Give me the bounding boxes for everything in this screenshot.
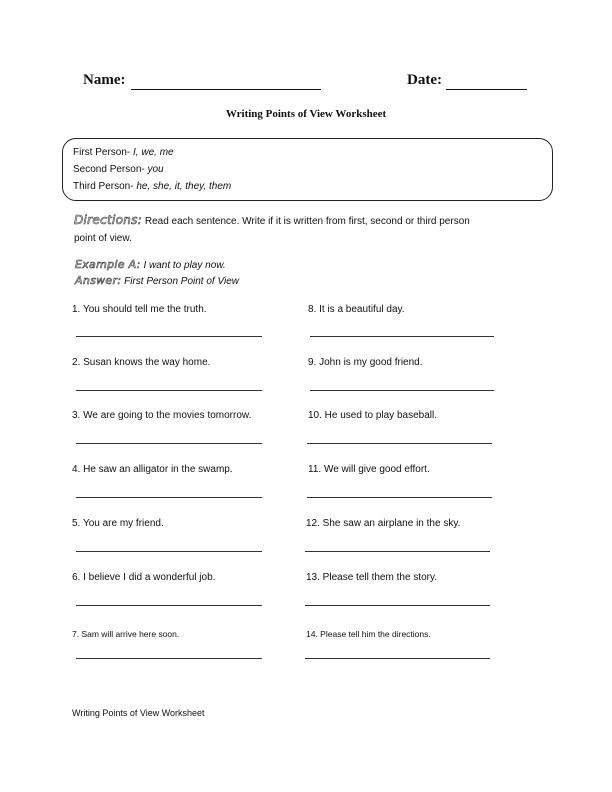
footer-text: Writing Points of View Worksheet bbox=[72, 708, 205, 718]
example-sentence: I want to play now. bbox=[143, 260, 226, 271]
question-6: 6. I believe I did a wonderful job. bbox=[72, 572, 216, 583]
question-1: 1. You should tell me the truth. bbox=[72, 304, 207, 315]
pov-reference-box bbox=[62, 138, 553, 201]
answer-label: Answer: bbox=[75, 274, 122, 287]
pov-third-pronouns: he, she, it, they, them bbox=[136, 181, 232, 192]
page-title: Writing Points of View Worksheet bbox=[225, 108, 387, 120]
question-10: 10. He used to play baseball. bbox=[308, 410, 437, 421]
name-field[interactable] bbox=[131, 89, 321, 90]
answer-blank-7[interactable] bbox=[76, 658, 262, 659]
answer-blank-14[interactable] bbox=[305, 658, 490, 659]
pov-third-row bbox=[73, 181, 231, 192]
directions-text-line1: Read each sentence. Write if it is written from first, second or third person bbox=[144, 216, 470, 227]
question-4: 4. He saw an alligator in the swamp. bbox=[72, 464, 233, 475]
answer-blank-11[interactable] bbox=[307, 497, 492, 498]
question-8: 8. It is a beautiful day. bbox=[308, 304, 405, 315]
answer-blank-10[interactable] bbox=[307, 443, 492, 444]
answer-blank-6[interactable] bbox=[76, 605, 262, 606]
pov-second-label: Second Person- bbox=[73, 164, 145, 175]
example-answer: First Person Point of View bbox=[124, 276, 239, 287]
pov-first-pronouns: I, we, me bbox=[133, 147, 174, 158]
date-field[interactable] bbox=[446, 89, 527, 90]
answer-blank-4[interactable] bbox=[76, 497, 262, 498]
question-9: 9. John is my good friend. bbox=[308, 357, 423, 368]
answer-row bbox=[75, 274, 239, 287]
pov-first-row bbox=[73, 147, 174, 158]
question-12: 12. She saw an airplane in the sky. bbox=[306, 518, 461, 529]
pov-third-label: Third Person- bbox=[73, 181, 134, 192]
answer-blank-2[interactable] bbox=[76, 390, 262, 391]
pov-second-pronouns: you bbox=[147, 164, 164, 175]
example-label: Example A: bbox=[75, 258, 141, 271]
pov-second-row bbox=[73, 164, 164, 175]
answer-blank-5[interactable] bbox=[76, 551, 262, 552]
question-2: 2. Susan knows the way home. bbox=[72, 357, 211, 368]
directions-text-line2: point of view. bbox=[74, 233, 132, 244]
example-row bbox=[75, 258, 226, 271]
answer-blank-3[interactable] bbox=[76, 443, 262, 444]
answer-blank-13[interactable] bbox=[305, 605, 490, 606]
question-5: 5. You are my friend. bbox=[72, 518, 164, 529]
directions bbox=[74, 212, 544, 247]
date-label: Date: bbox=[407, 72, 442, 88]
directions-label: Directions: bbox=[74, 213, 143, 227]
question-3: 3. We are going to the movies tomorrow. bbox=[72, 410, 252, 421]
answer-blank-12[interactable] bbox=[305, 551, 490, 552]
question-13: 13. Please tell them the story. bbox=[306, 572, 437, 583]
name-label: Name: bbox=[83, 72, 126, 88]
pov-first-label: First Person- bbox=[73, 147, 131, 158]
answer-blank-8[interactable] bbox=[310, 336, 494, 337]
answer-blank-1[interactable] bbox=[76, 336, 262, 337]
question-7: 7. Sam will arrive here soon. bbox=[72, 629, 180, 639]
question-11: 11. We will give good effort. bbox=[308, 464, 430, 475]
answer-blank-9[interactable] bbox=[310, 390, 494, 391]
question-14: 14. Please tell him the directions. bbox=[306, 629, 431, 639]
